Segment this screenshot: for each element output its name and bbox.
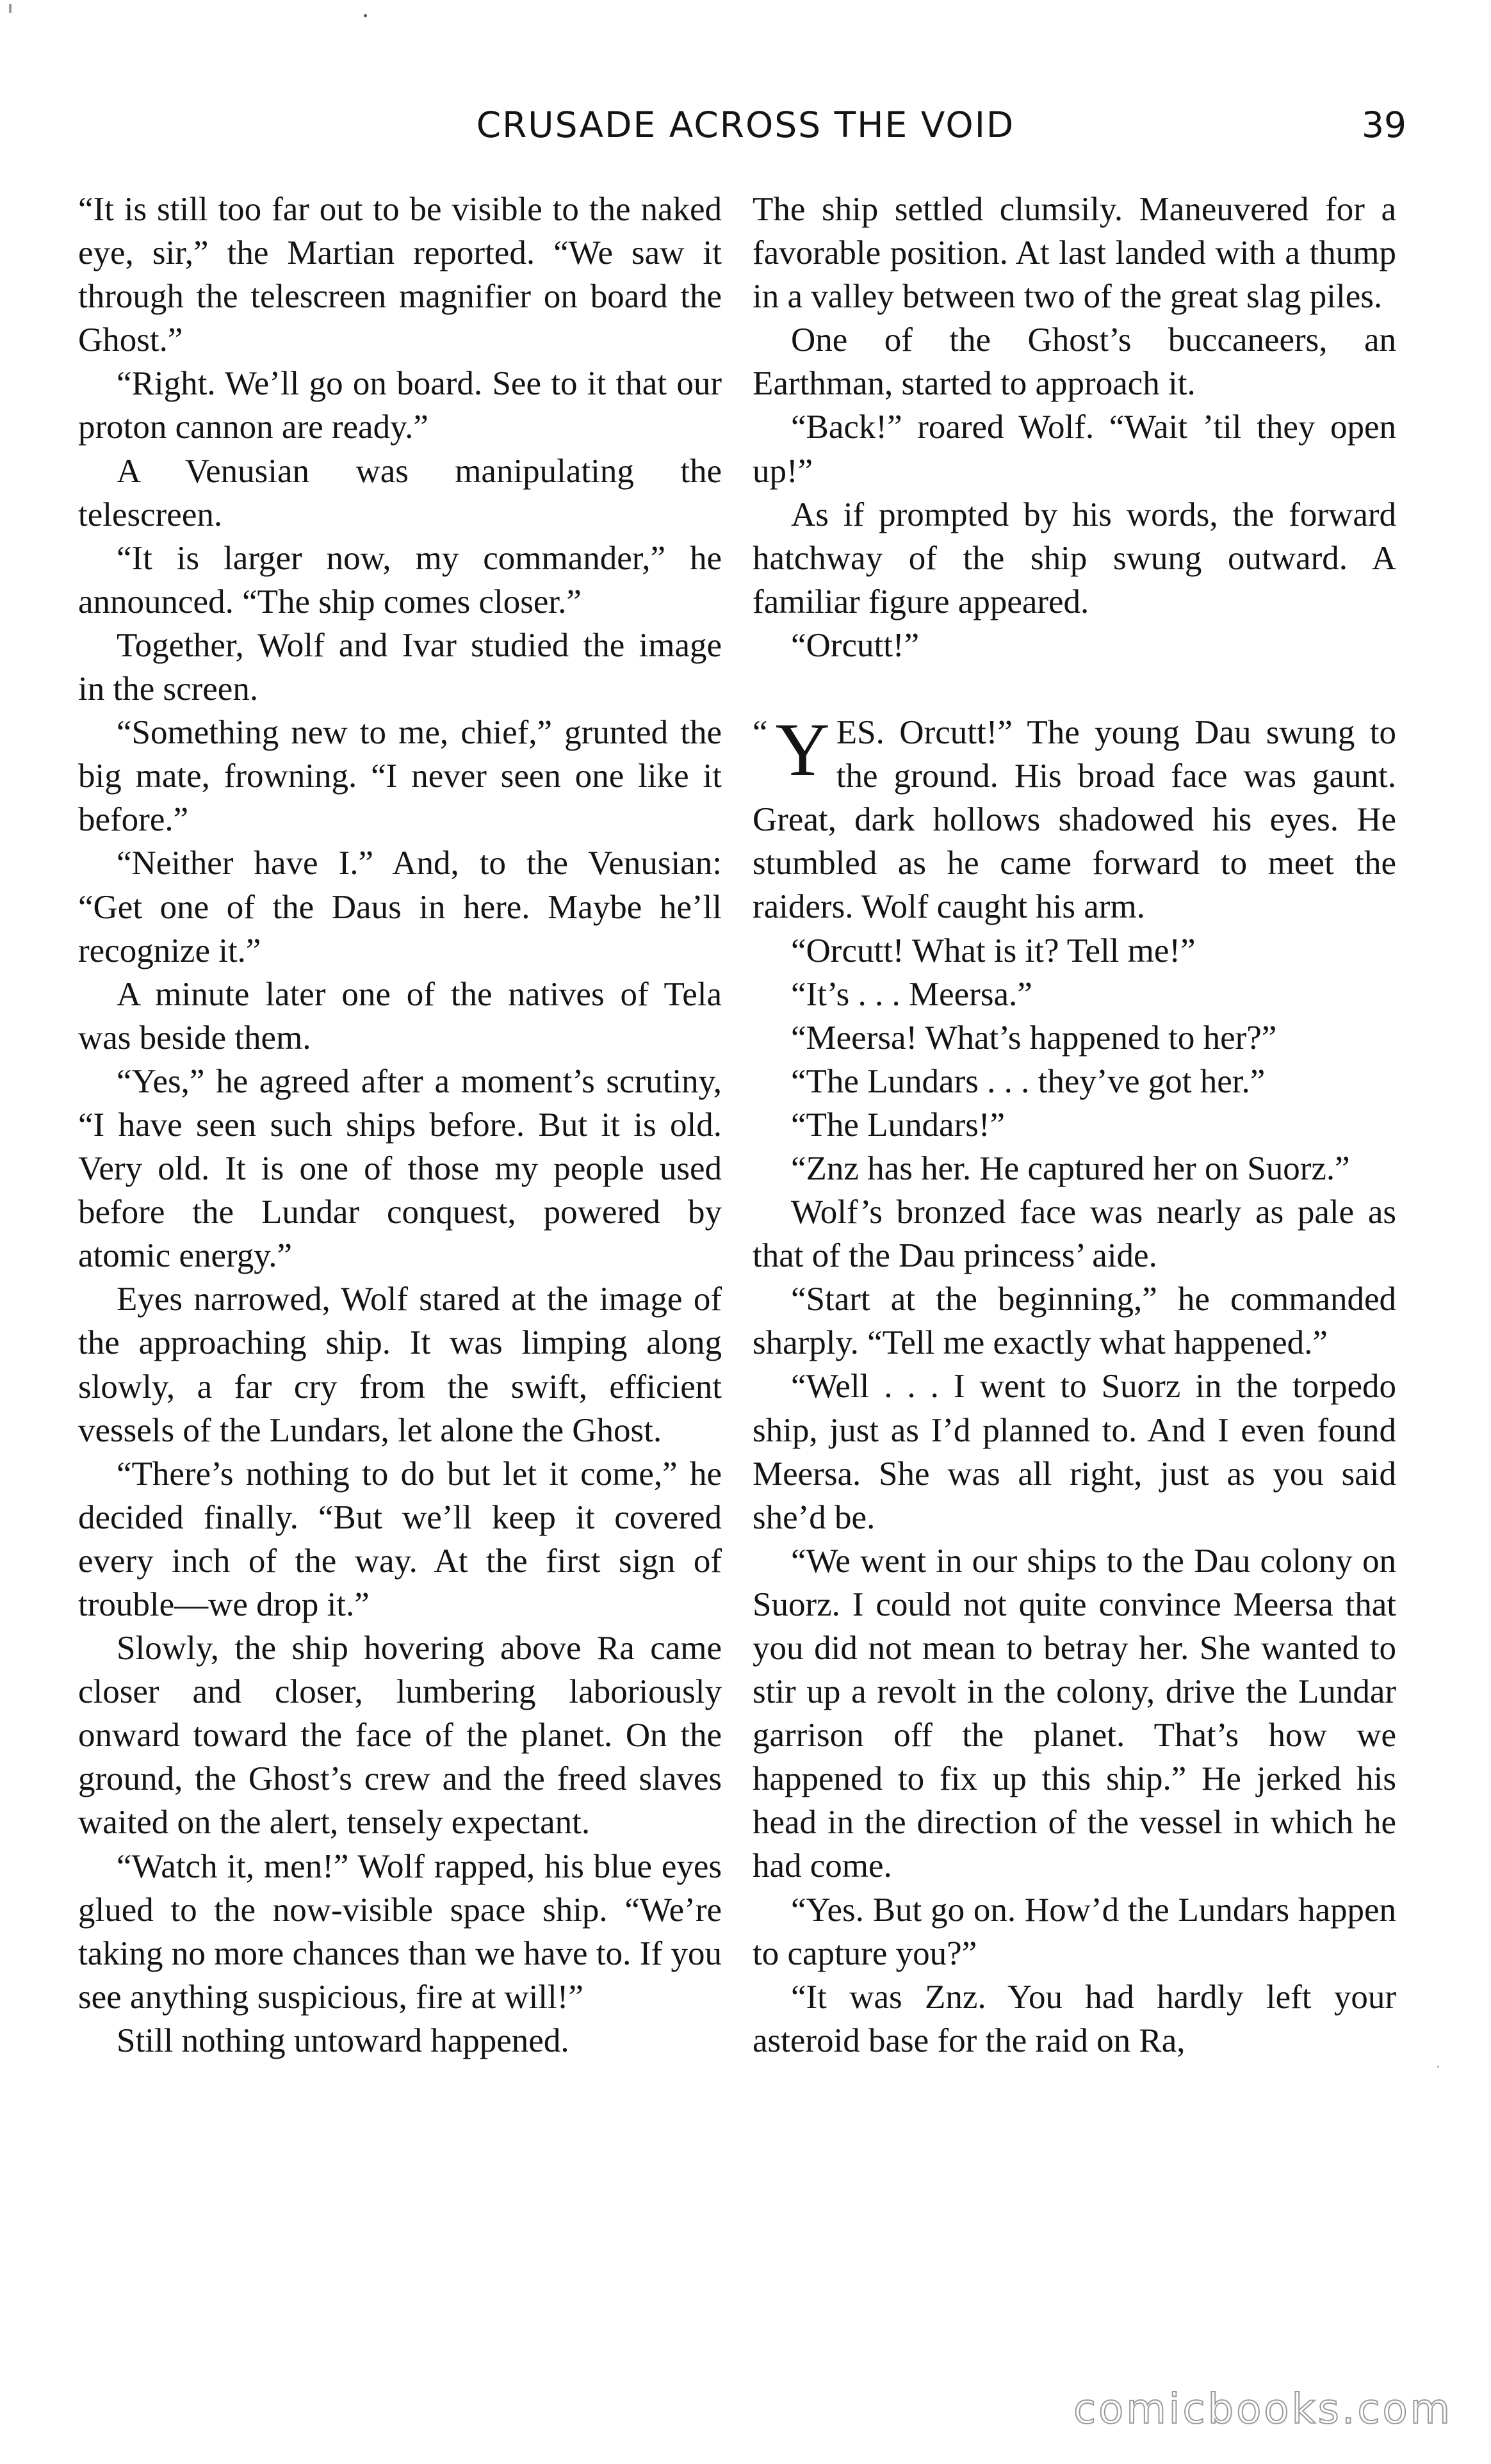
paragraph: Together, Wolf and Ivar studied the image in the screen.	[78, 626, 722, 708]
paragraph: “Meersa! What’s happened to her?”	[791, 1019, 1277, 1057]
paragraph: “The Lundars . . . they’ve got her.”	[791, 1062, 1266, 1100]
right-text-column	[753, 188, 1396, 2063]
paragraph: “It’s . . . Meersa.”	[791, 975, 1032, 1013]
paragraph: One of the Ghost’s buccaneers, an Earthman, started to approach it.	[753, 321, 1396, 403]
paragraph: A Venusian was manipulating the telescreen.	[78, 452, 722, 533]
paragraph: “It is larger now, my commander,” he announced. “The ship comes closer.”	[78, 539, 722, 620]
print-speck	[364, 14, 367, 17]
paragraph: “Well . . . I went to Suorz in the torpedo ship, just as I’d planned to. And I even found Meersa. She was all right, just as you said she’d be.	[753, 1368, 1396, 1536]
paragraph: “Znz has her. He captured her on Suorz.”	[791, 1149, 1350, 1187]
paragraph: Eyes narrowed, Wolf stared at the image of the approaching ship. It was limping along slowly, a far cry from the swift, efficient vessels of the Lundars, let alone the Ghost.	[78, 1281, 722, 1449]
paragraph: “There’s nothing to do but let it come,” he decided finally. “But we’ll keep it covered every inch of the way. At the first sign of trouble—we drop it.”	[78, 1455, 722, 1623]
paragraph: “Yes,” he agreed after a moment’s scrutiny, “I have seen such ships before. But it is old. Very old. It is one of those my people used before the Lundar conquest, powered by atomic energy.”	[78, 1062, 722, 1275]
paragraph: A minute later one of the natives of Tela was beside them.	[78, 975, 722, 1057]
paragraph: “Orcutt! What is it? Tell me!”	[791, 932, 1196, 969]
paragraph: Wolf’s bronzed face was nearly as pale as that of the Dau princess’ aide.	[753, 1194, 1396, 1275]
dropcap-open-quote: “	[753, 714, 768, 752]
paragraph: “We went in our ships to the Dau colony on Suorz. I could not quite convince Meersa that you did not mean to betray her. She wanted to stir up a revolt in the colony, drive the Lundar garrison off the planet. That’s how we happened to fix up this ship.” He jerked his head in the direction of the vessel in which he had come.	[753, 1542, 1396, 1885]
dropcap-paragraph-text: ES. Orcutt!” The young Dau swung to the ground. His broad face was gaunt. Great, dark hollows shadowed his eyes. He stumbled as he came forward to meet the raiders. Wolf caught his arm.	[753, 714, 1396, 926]
paragraph: Still nothing untoward happened.	[117, 2022, 569, 2059]
print-speck	[1437, 2066, 1439, 2068]
paragraph: Slowly, the ship hovering above Ra came closer and closer, lumbering laboriously onward toward the face of the planet. On the ground, the Ghost’s crew and the freed slaves waited on the alert, tensely expectant.	[78, 1630, 722, 1842]
paragraph: “It is still too far out to be visible to the naked eye, sir,” the Martian reported. “We saw it through the telescreen magnifier on board the Ghost.”	[78, 191, 722, 359]
paragraph: “Start at the beginning,” he commanded sharply. “Tell me exactly what happened.”	[753, 1281, 1396, 1362]
paragraph: “Yes. But go on. How’d the Lundars happen to capture you?”	[753, 1891, 1396, 1972]
dropcap-letter: Y	[775, 708, 830, 792]
paragraph: “It was Znz. You had hardly left your asteroid base for the raid on Ra,	[753, 1978, 1396, 2059]
dropcap-paragraph	[753, 708, 1396, 928]
paragraph: “Something new to me, chief,” grunted the big mate, frowning. “I never seen one like it before.”	[78, 714, 722, 839]
paragraph: The ship settled clumsily. Maneuvered for a favorable position. At last landed with a thump in a valley between two of the great slag piles.	[753, 191, 1396, 316]
paragraph: “The Lundars!”	[791, 1106, 1006, 1144]
print-speck	[9, 4, 12, 13]
paragraph: “Watch it, men!” Wolf rapped, his blue eyes glued to the now-visible space ship. “We’re taking no more chances than we have to. If you see anything suspicious, fire at will!”	[78, 1847, 722, 2016]
paragraph: “Neither have I.” And, to the Venusian: “Get one of the Daus in here. Maybe he’ll recognize it.”	[78, 845, 722, 969]
paragraph: “Back!” roared Wolf. “Wait ’til they open up!”	[753, 409, 1396, 490]
paragraph: “Right. We’ll go on board. See to it that our proton cannon are ready.”	[78, 365, 722, 446]
left-text-column	[78, 188, 722, 2063]
paragraph: “Orcutt!”	[791, 626, 920, 664]
running-header-title: CRUSADE ACROSS THE VOID	[476, 104, 1015, 145]
page-number: 39	[1362, 104, 1406, 145]
watermark-logo: comicbooks.com	[1073, 2386, 1453, 2433]
paragraph: As if prompted by his words, the forward hatchway of the ship swung outward. A familiar figure appeared.	[753, 496, 1396, 620]
